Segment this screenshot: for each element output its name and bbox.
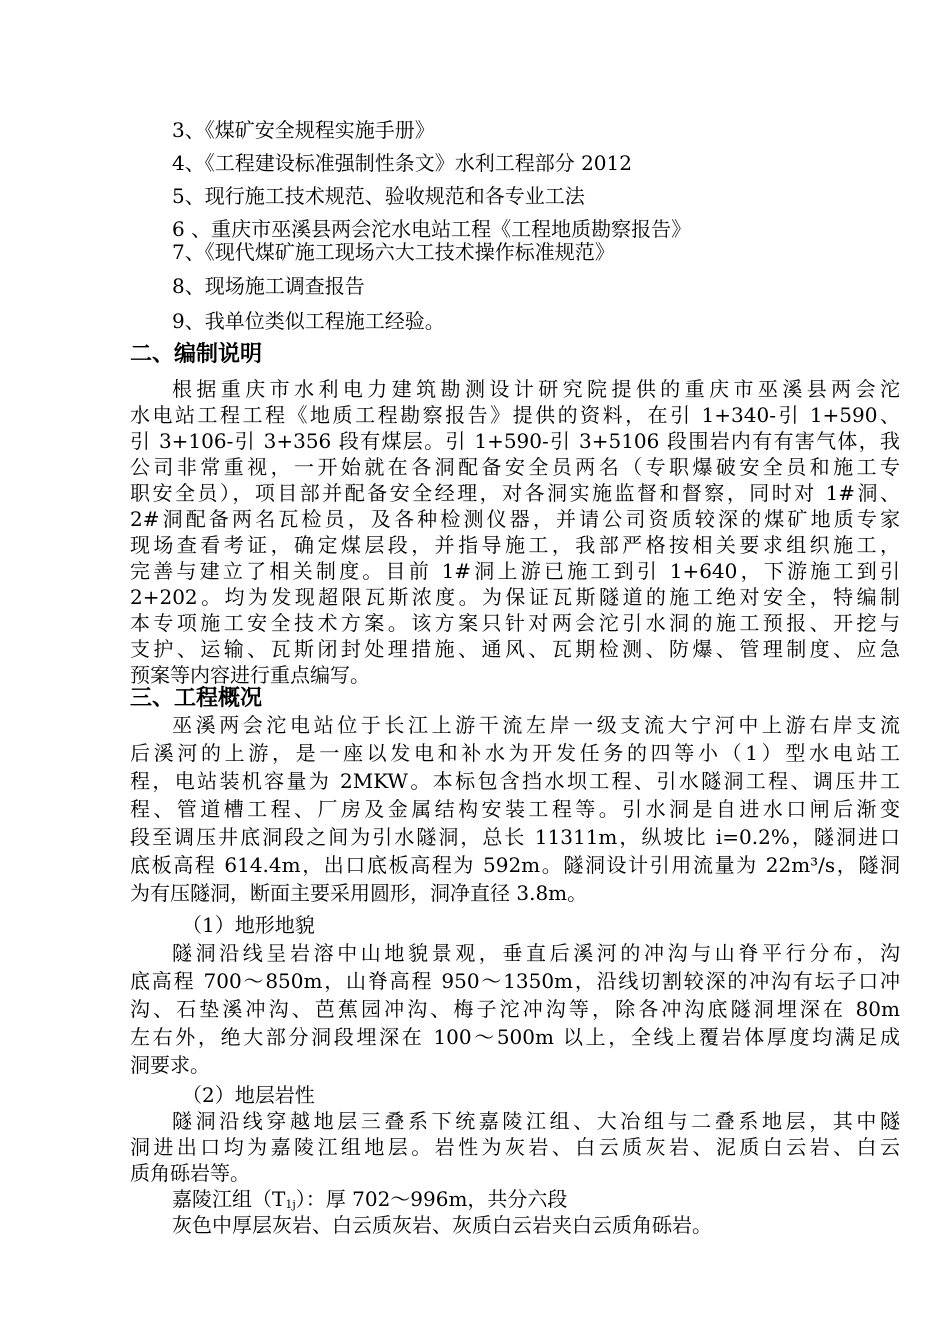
paragraph-line: 洞要求。 (130, 1053, 210, 1077)
subsection-title-terrain: （1）地形地貌 (182, 913, 315, 937)
formation-name: 嘉陵江组（T (172, 1187, 286, 1211)
paragraph-line: 左右外，绝大部分洞段埋深在 100～500m 以上，全线上覆岩体厚度均满足成 (130, 1025, 900, 1049)
formation-thickness: ）：厚 702～996m，共分六段 (295, 1187, 568, 1211)
paragraph-line: 质角砾岩等。 (130, 1161, 250, 1185)
formation-description: 灰色中厚层灰岩、白云质灰岩、灰质白云岩夹白云质角砾岩。 (172, 1213, 712, 1237)
paragraph-line: 支护、运输、瓦斯闭封处理措施、通风、瓦期检测、防爆、管理制度、应急 (130, 637, 900, 661)
paragraph-line: 段至调压井底洞段之间为引水隧洞，总长 11311m，纵坡比 i=0.2%，隧洞进口 (130, 825, 900, 849)
reference-item: 6 、重庆市巫溪县两会沱水电站工程《工程地质勘察报告》 (172, 217, 692, 241)
paragraph-line: 本专项施工安全技术方案。该方案只针对两会沱引水洞的施工预报、开挖与 (130, 611, 900, 635)
paragraph-line: 水电站工程工程《地质工程勘察报告》提供的资料，在引 1+340-引 1+590、 (130, 403, 900, 427)
paragraph-line: 洞进出口均为嘉陵江组地层。岩性为灰岩、白云质灰岩、泥质白云岩、白云 (130, 1135, 900, 1159)
reference-item: 9、我单位类似工程施工经验。 (172, 309, 445, 333)
subsection-title-strata: （2）地层岩性 (182, 1083, 315, 1107)
paragraph-line: 2+202。均为发现超限瓦斯浓度。为保证瓦斯隧道的施工绝对安全，特编制 (130, 585, 900, 609)
paragraph-line: 底板高程 614.4m，出口底板高程为 592m。隧洞设计引用流量为 22m³/s，隧洞 (130, 853, 900, 877)
paragraph-line: 引 3+106-引 3+356 段有煤层。引 1+590-引 3+5106 段围岩内有有害气体，我 (130, 429, 900, 453)
paragraph-line: 完善与建立了相关制度。目前 1#洞上游已施工到引 1+640，下游施工到引 (130, 559, 900, 583)
paragraph-line: 底高程 700～850m，山脊高程 950～1350m，沿线切割较深的冲沟有坛子口冲 (130, 969, 900, 993)
paragraph-line: 公司非常重视，一开始就在各洞配备安全员两名（专职爆破安全员和施工专 (130, 455, 900, 479)
reference-item: 4、《工程建设标准强制性条文》水利工程部分 2012 (172, 151, 632, 175)
paragraph-line: 隧洞沿线穿越地层三叠系下统嘉陵江组、大冶组与二叠系地层，其中隧 (172, 1109, 900, 1133)
paragraph-line: 程，电站装机容量为 2MKW。本标包含挡水坝工程、引水隧洞工程、调压井工 (130, 769, 900, 793)
section-heading-compilation: 二、编制说明 (130, 342, 263, 367)
paragraph-line: 沟、石垫溪冲沟、芭蕉园冲沟、梅子沱冲沟等，除各冲沟底隧洞埋深在 80m (130, 997, 900, 1021)
reference-item: 3、《煤矿安全规程实施手册》 (172, 118, 435, 142)
formation-subscript: 1j (285, 1198, 296, 1211)
paragraph-line: 职安全员），项目部并配备安全经理，对各洞实施监督和督察，同时对 1#洞、 (130, 481, 900, 505)
reference-item: 5、现行施工技术规范、验收规范和各专业工法 (172, 184, 585, 208)
paragraph-line: 程、管道槽工程、厂房及金属结构安装工程等。引水洞是自进水口闸后渐变 (130, 797, 900, 821)
paragraph-line: 后溪河的上游，是一座以发电和补水为开发任务的四等小（1）型水电站工 (130, 741, 900, 765)
paragraph-line: 根据重庆市水利电力建筑勘测设计研究院提供的重庆市巫溪县两会沱 (172, 377, 900, 401)
section-heading-overview: 三、工程概况 (130, 686, 263, 711)
reference-item: 7、《现代煤矿施工现场六大工技术操作标准规范》 (172, 240, 615, 264)
paragraph-line: 隧洞沿线呈岩溶中山地貌景观，垂直后溪河的冲沟与山脊平行分布，沟 (172, 941, 900, 965)
paragraph-line: 现场查看考证，确定煤层段，并指导施工，我部严格按相关要求组织施工， (130, 533, 900, 557)
paragraph-line: 预案等内容进行重点编写。 (130, 663, 370, 687)
paragraph-line: 2#洞配备两名瓦检员，及各种检测仪器，并请公司资质较深的煤矿地质专家 (130, 507, 900, 531)
paragraph-line: 为有压隧洞，断面主要采用圆形，洞净直径 3.8m。 (130, 881, 588, 905)
reference-item: 8、现场施工调查报告 (172, 274, 365, 298)
paragraph-line: 巫溪两会沱电站位于长江上游干流左岸一级支流大宁河中上游右岸支流 (172, 713, 900, 737)
